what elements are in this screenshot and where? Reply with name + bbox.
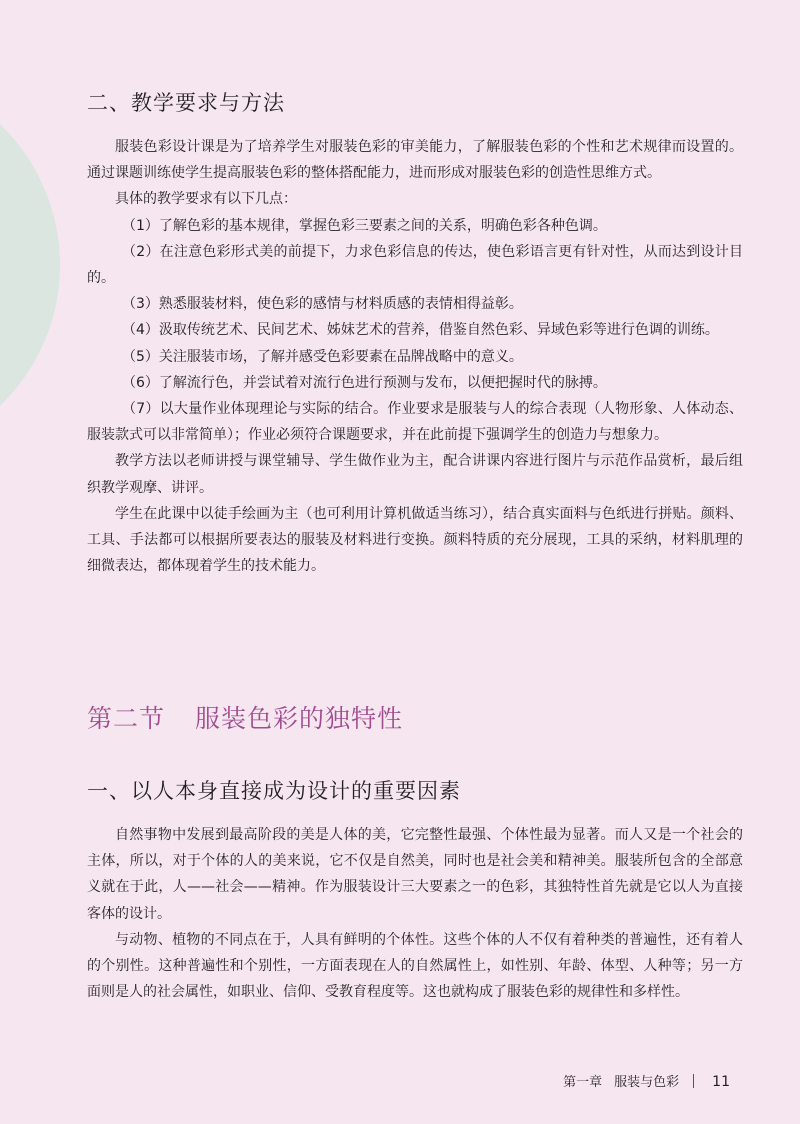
section-name: 服装色彩的独特性 bbox=[195, 704, 404, 733]
list-item: （3）熟悉服装材料，使色彩的感情与材料质感的表情相得益彰。 bbox=[122, 296, 523, 313]
list-item: （1）了解色彩的基本规律，掌握色彩三要素之间的关系，明确色彩各种色调。 bbox=[122, 217, 607, 234]
paragraph: 服装色彩设计课是为了培养学生对服装色彩的审美能力，了解服装色彩的个性和艺术规律而设置的。通过课题训练使学生提高服装色彩的整体搭配能力，进而形成对服装色彩的创造性思维方式。 bbox=[87, 139, 743, 182]
teaching-requirements-body bbox=[87, 134, 743, 579]
footer-divider bbox=[693, 1074, 694, 1088]
paragraph: 具体的教学要求有以下几点： bbox=[115, 191, 297, 208]
paragraph: 学生在此课中以徒手绘画为主（也可利用计算机做适当练习），结合真实面料与色纸进行拼贴。颜料、工具、手法都可以根据所要表达的服装及材料进行变换。颜料特质的充分展现，工具的采纳，材料肌理的细微表达，都体现着学生的技术能力。 bbox=[87, 505, 743, 575]
list-item: （6）了解流行色，并尝试着对流行色进行预测与发布，以便把握时代的脉搏。 bbox=[122, 374, 607, 391]
section-title bbox=[87, 699, 403, 735]
page-number: 11 bbox=[712, 1074, 730, 1090]
paragraph: 与动物、植物的不同点在于，人具有鲜明的个体性。这些个体的人不仅有着种类的普遍性，还有着人的个别性。这种普遍性和个别性，一方面表现在人的自然属性上，如性别、年龄、体型、人种等；另一方面则是人的社会属性，如职业、信仰、受教育程度等。这也就构成了服装色彩的规律性和多样性。 bbox=[87, 931, 743, 1001]
paragraph: 自然事物中发展到最高阶段的美是人体的美，它完整性最强、个体性最为显著。而人又是一个社会的主体，所以，对于个体的人的美来说，它不仅是自然美，同时也是社会美和精神美。服装所包含的全部意义就在于此，人——社会——精神。作为服装设计三大要素之一的色彩，其独特性首先就是它以人为直接客体的设计。 bbox=[87, 827, 743, 922]
page-footer bbox=[563, 1071, 730, 1090]
section-number: 第二节 bbox=[87, 704, 166, 733]
footer-chapter: 第一章 bbox=[563, 1075, 603, 1090]
list-item: （2）在注意色彩形式美的前提下，力求色彩信息的传达，使色彩语言更有针对性，从而达到设计目的。 bbox=[87, 243, 743, 287]
list-item: （4）汲取传统艺术、民间艺术、姊妹艺术的营养，借鉴自然色彩、异域色彩等进行色调的训练。 bbox=[122, 322, 719, 339]
heading-teaching-requirements: 二、教学要求与方法 bbox=[87, 91, 285, 115]
list-item: （7）以大量作业体现理论与实际的结合。作业要求是服装与人的综合表现（人物形象、人体动态、服装款式可以非常简单）；作业必须符合课题要求，并在此前提下强调学生的创造力与想象力。 bbox=[87, 401, 743, 444]
list-item: （5）关注服装市场，了解并感受色彩要素在品牌战略中的意义。 bbox=[122, 348, 523, 365]
decorative-side-circle bbox=[0, 70, 60, 460]
paragraph: 教学方法以老师讲授与课堂辅导、学生做作业为主，配合讲课内容进行图片与示范作品赏析，最后组织教学观摩、讲评。 bbox=[87, 453, 743, 496]
heading-human-factor: 一、以人本身直接成为设计的重要因素 bbox=[87, 779, 461, 803]
human-factor-body bbox=[87, 822, 743, 1005]
footer-title: 服装与色彩 bbox=[614, 1075, 680, 1090]
